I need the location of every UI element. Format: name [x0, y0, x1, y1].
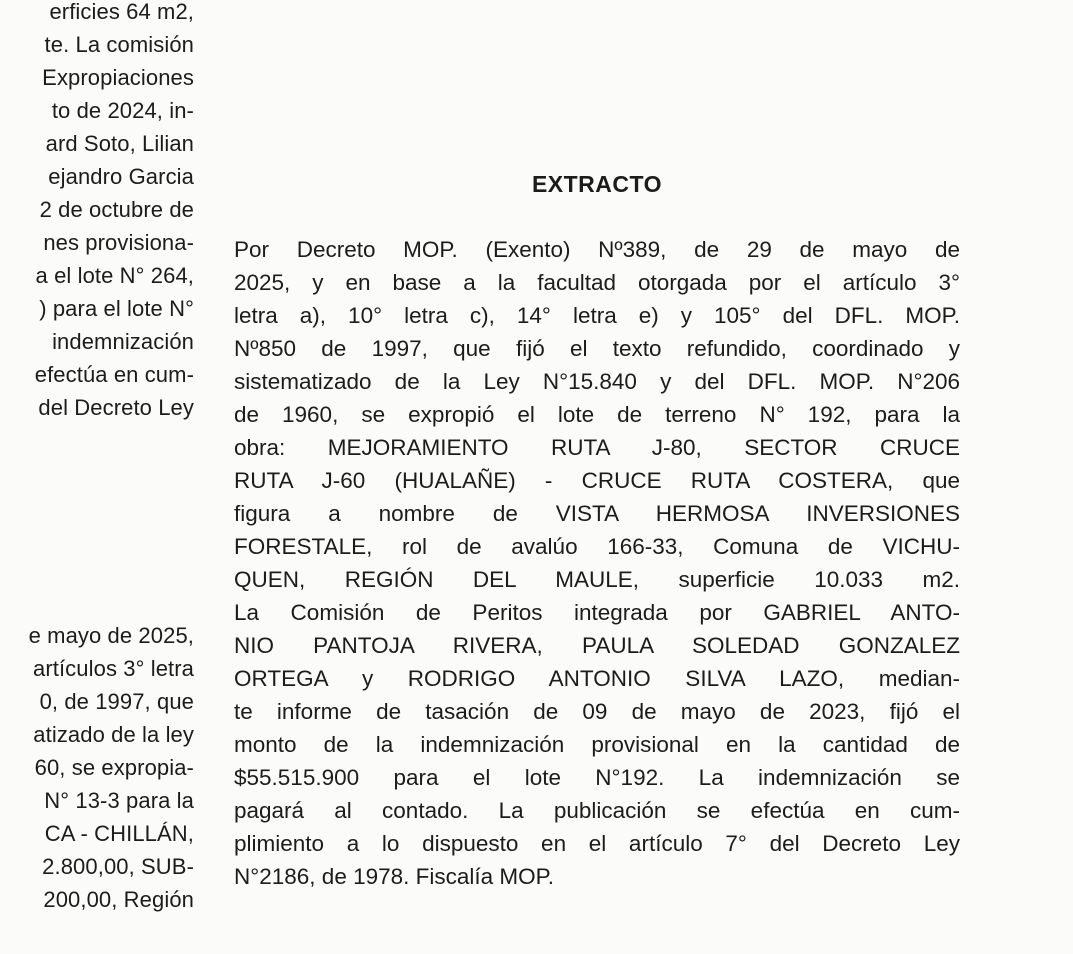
- article-line: sistematizado de la Ley N°15.840 y del DFL. MOP. N°206: [234, 369, 960, 394]
- article-line: Por Decreto MOP. (Exento) Nº389, de 29 de mayo de: [234, 237, 960, 262]
- left-text-line: ard Soto, Lilian: [45, 131, 194, 156]
- left-text-line: ) para el lote N°: [39, 296, 194, 321]
- left-text-line: nes provisiona-: [43, 230, 194, 255]
- article-line: monto de la indemnización provisional en la cantidad de: [234, 732, 960, 757]
- left-text-line: 60, se expropia-: [34, 755, 194, 780]
- article-line: La Comisión de Peritos integrada por GABRIEL ANTO-: [234, 600, 960, 625]
- article-line: FORESTALE, rol de avalúo 166-33, Comuna de VICHU-: [234, 534, 960, 559]
- left-text-line: artículos 3° letra: [33, 656, 194, 681]
- article-line: plimiento a lo dispuesto en el artículo 7° del Decreto Ley: [234, 831, 960, 856]
- left-text-line: indemnización: [52, 329, 194, 354]
- left-text-line: 2 de octubre de: [39, 197, 194, 222]
- left-text-line: e mayo de 2025,: [28, 623, 194, 648]
- extracto-article: [232, 0, 962, 954]
- left-text-line: 200,00, Región: [43, 887, 194, 912]
- article-line: Nº850 de 1997, que fijó el texto refundido, coordinado y: [234, 336, 960, 361]
- left-text-line: 2.800,00, SUB-: [42, 854, 194, 879]
- left-text-line: del Decreto Ley: [38, 395, 194, 420]
- article-line: te informe de tasación de 09 de mayo de 2023, fijó el: [234, 699, 960, 724]
- left-text-line: erficies 64 m2,: [49, 0, 194, 24]
- left-text-line: a el lote N° 264,: [35, 263, 194, 288]
- left-text-line: 0, de 1997, que: [39, 689, 194, 714]
- article-line: N°2186, de 1978. Fiscalía MOP.: [234, 864, 555, 889]
- left-text-line: to de 2024, in-: [51, 98, 194, 123]
- article-line: NIO PANTOJA RIVERA, PAULA SOLEDAD GONZALEZ: [234, 633, 960, 658]
- article-line: pagará al contado. La publicación se efectúa en cum-: [234, 798, 960, 823]
- article-line: de 1960, se expropió el lote de terreno N° 192, para la: [234, 402, 960, 427]
- article-line: ORTEGA y RODRIGO ANTONIO SILVA LAZO, median-: [234, 666, 960, 691]
- article-line: obra: MEJORAMIENTO RUTA J-80, SECTOR CRUCE: [234, 435, 960, 460]
- left-text-line: atizado de la ley: [33, 722, 194, 747]
- left-text-line: CA - CHILLÁN,: [44, 821, 194, 846]
- left-column-cropped-text: [0, 0, 196, 954]
- left-text-line: efectúa en cum-: [34, 362, 194, 387]
- article-line: 2025, y en base a la facultad otorgada por el artículo 3°: [234, 270, 960, 295]
- article-line: RUTA J-60 (HUALAÑE) - CRUCE RUTA COSTERA, que: [234, 468, 960, 493]
- article-line: letra a), 10° letra c), 14° letra e) y 105° del DFL. MOP.: [234, 303, 960, 328]
- article-line: $55.515.900 para el lote N°192. La indemnización se: [234, 765, 960, 790]
- left-text-line: ejandro Garcia: [48, 164, 194, 189]
- article-title: EXTRACTO: [531, 171, 663, 197]
- article-line: QUEN, REGIÓN DEL MAULE, superficie 10.033 m2.: [234, 567, 960, 592]
- left-text-line: Expropiaciones: [42, 65, 194, 90]
- left-text-line: te. La comisión: [44, 32, 194, 57]
- left-text-line: N° 13-3 para la: [44, 788, 194, 813]
- article-line: figura a nombre de VISTA HERMOSA INVERSIONES: [234, 501, 960, 526]
